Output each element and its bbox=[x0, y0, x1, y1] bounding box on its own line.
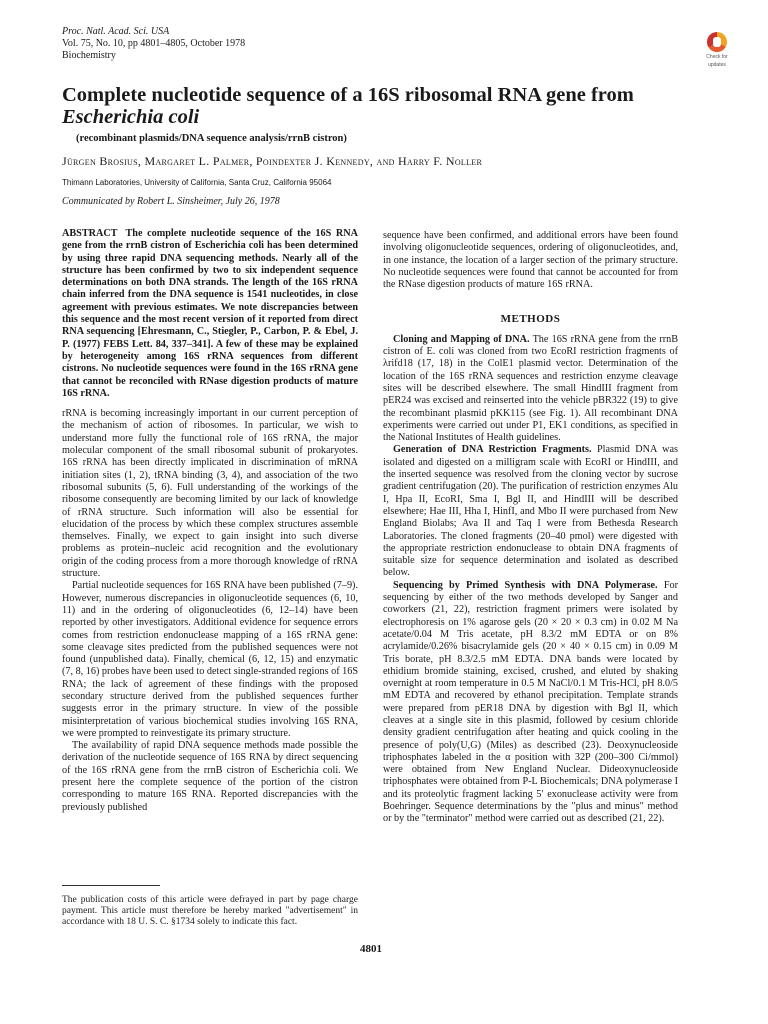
footnote-divider bbox=[62, 885, 160, 886]
left-column bbox=[62, 228, 358, 814]
intro-paragraph-3: The availability of rapid DNA sequence methods made possible the derivation of the nucleotide sequence of 16S RNA by direct sequencing of the 16S rRNA gene from the rrnB cistron of Escherichia coli. We present here the complete sequence of the portion of the cistron corresponding to mature 16S RNA. Reported discrepancies with the previously published bbox=[62, 740, 358, 813]
methods-paragraph-2 bbox=[383, 444, 678, 579]
author-list: Jürgen Brosius, Margaret L. Palmer, Poindexter J. Kennedy, and Harry F. Noller bbox=[62, 154, 483, 168]
abstract bbox=[62, 228, 358, 400]
paragraph-text: For sequencing by either of the two methods developed by Sanger and coworkers (21, 22), restriction fragment primers were isolated by electrophoresis on 1% agarose gels (20 × 20 × 0.3 cm) in 0.02 M Na acetate/0.04 M Tris acetate, pH 8.3/2 mM EDTA or on 8% acrylamide/0.26% bisacrylamide gels (20 × 40 × 0.15 cm) in 0.09 M Tris borate, pH 8.3/2.5 mM EDTA. DNA bands were located by ethidium bromide staining, excised, crushed, and eluted by shaking overnight at room temperature in 0.5 M NaCl/0.1 M Tris-HCl, pH 8.0/5 mM EDTA and recovered by ethanol precipitation. Template strands were prepared from pER18 DNA by digestion with Bgl II, which cleaves at a single site in this plasmid, followed by cesium chloride density gradient centrifugation after heating and quick cooling in the presence of poly(U,G) (Miles) as described (23). Deoxynucleoside triphosphates labeled in the α position with 32P (200–300 Ci/mmol) were obtained from New England Nuclear. Dideoxynucleoside triphosphates were obtained from P-L Biochemicals; DNA polymerase I and its proteolytic fragment lacking 5′ exonuclease activity were from Boehringer. Sequence determinations by the "plus and minus" method or by the "terminator" method were carried out as described (21, 22). bbox=[383, 579, 678, 825]
title-line2: Escherichia coli bbox=[62, 106, 200, 128]
run-in-heading: Generation of DNA Restriction Fragments. bbox=[393, 444, 592, 456]
check-for-updates-badge[interactable] bbox=[700, 32, 734, 68]
page-number: 4801 bbox=[360, 943, 382, 955]
article-title bbox=[62, 84, 722, 128]
run-in-heading: Sequencing by Primed Synthesis with DNA Polymerase. bbox=[393, 579, 658, 591]
communicated-by: Communicated by Robert L. Sinsheimer, July 26, 1978 bbox=[62, 196, 280, 207]
intro-paragraph-2: Partial nucleotide sequences for 16S RNA have been published (7–9). However, numerous discrepancies in oligonucleotide sequences (6, 10, 11) and in the ordering of oligonucleotides (6, 12–14) have been reported by other investigators. Additional evidence for sequence errors comes from restriction endonuclease mapping of a 16S rRNA gene: some cleavage sites predicted from the published sequences were not found (unpublished data). Finally, chemical (6, 12, 15) and enzymatic (7, 8, 16) probes have been used to detect single-stranded regions of 16S RNA; the lack of agreement of these findings with the proposed secondary structure derived from the published sequences further suggests error in the primary structure. In view of the possible misinterpretation of various biochemical studies involving 16S RNA, we were prompted to reinvestigate its primary structure. bbox=[62, 580, 358, 739]
volume-info: Vol. 75, No. 10, pp 4801–4805, October 1978 bbox=[62, 38, 246, 49]
affiliation: Thimann Laboratories, University of California, Santa Cruz, California 95064 bbox=[62, 178, 332, 187]
run-in-heading: Cloning and Mapping of DNA. bbox=[393, 333, 530, 345]
paragraph-text: Plasmid DNA was isolated and digested on a milligram scale with EcoRI or HindIII, and the inserted sequence was resolved from the cloning vector by sucrose gradient centrifugation (20). The purification of restriction enzymes Alu I, Hpa II, EcoRI, Sma I, Bgl II, and HindIII will be described elsewhere; Hae III, Hha I, HinfI, and Mbo II were purchased from New England Biolabs; Ava II and Taq I were from Bethesda Research Laboratories. The cloned fragments (20–40 pmol) were digested with the appropriate restriction endonuclease to obtain DNA fragments of suitable size for sequence determination and isolated as described below. bbox=[383, 444, 679, 579]
abstract-text: The complete nucleotide sequence of the 16S RNA gene from the rrnB cistron of Escherichia coli has been determined by using three rapid DNA sequencing methods. Nearly all of the structure has been confirmed by two to six independent sequence determinations on both DNA strands. The length of the 16S rRNA chain inferred from the DNA sequence is 1541 nucleotides, in close agreement with previous estimates. We note discrepancies between this sequence and the most recent version of it reported from direct RNA sequencing [Ehresmann, C., Stiegler, P., Carbon, P. & Ebel, J. P. (1977) FEBS Lett. 84, 337–341]. A few of these may be explained by heterogeneity among 16S rRNA sequences from different cistrons. No nucleotide sequences were found in the 16S rRNA gene that cannot be reconciled with RNase digestion products of mature 16S rRNA. bbox=[62, 228, 358, 399]
title-line1: Complete nucleotide sequence of a 16S ribosomal RNA gene from bbox=[62, 84, 634, 106]
methods-paragraph-3 bbox=[383, 580, 678, 826]
crossmark-icon bbox=[707, 32, 727, 52]
intro-paragraph-1: rRNA is becoming increasingly important in our current perception of the mechanism of action of ribosomes. In particular, we wish to understand more fully the functional role of 16S rRNA, the major molecular component of the small ribosomal subunit of prokaryotes. 16S rRNA has been directly implicated in discrimination of mRNA initiation sites (1, 2), tRNA binding (3, 4), and association of the two ribosomal subunits (5, 6). Full understanding of the workings of the ribosome consequently are becoming limited by our lack of knowledge of rRNA structure. Such information will also be essential for elucidation of the process by which these complex structures assemble themselves. Finally, we expect to gain insight into such diverse problems as protein–nucleic acid recognition and the evolutionary origin of the coding process from a more thorough knowledge of rRNA structure. bbox=[62, 408, 358, 580]
paragraph-text: The 16S rRNA gene from the rrnB cistron of E. coli was cloned from two EcoRI restriction fragments of λrifd18 (17, 18) in the ColE1 plasmid vector. Determination of the location of the 16S rRNA sequences and restriction enzyme cleavage sites will be described elsewhere. The small HindIII fragment from pER24 was excised and reinserted into the vehicle pBR322 (19) to give the recombinant plasmid pKK115 (see Fig. 1). All recombinant DNA experiments were carried out under P1, EK1 conditions, as specified in the National Institutes of Health guidelines. bbox=[383, 333, 678, 444]
running-header bbox=[62, 26, 245, 62]
keywords: (recombinant plasmids/DNA sequence analysis/rrnB cistron) bbox=[76, 133, 347, 144]
section-name: Biochemistry bbox=[62, 50, 116, 61]
abstract-label: ABSTRACT bbox=[62, 228, 118, 239]
badge-line2: updates bbox=[708, 62, 726, 68]
right-column bbox=[383, 230, 678, 826]
continued-paragraph: sequence have been confirmed, and additional errors have been found involving oligonucleotide sequences, ordering of oligonucleotides, and, in one instance, the location of a larger section of the primary structure. No nucleotide sequences were found that cannot be accounted for from the RNase digestion products of mature 16S rRNA. bbox=[383, 230, 678, 291]
footnote: The publication costs of this article were defrayed in part by page charge payment. This article must therefore be hereby marked "advertisement" in accordance with 18 U. S. C. §1734 solely to indicate this fact. bbox=[62, 895, 358, 927]
methods-paragraph-1 bbox=[383, 334, 678, 445]
journal-name: Proc. Natl. Acad. Sci. USA bbox=[62, 26, 170, 37]
methods-heading: METHODS bbox=[500, 313, 561, 326]
badge-line1: Check for bbox=[706, 54, 728, 60]
